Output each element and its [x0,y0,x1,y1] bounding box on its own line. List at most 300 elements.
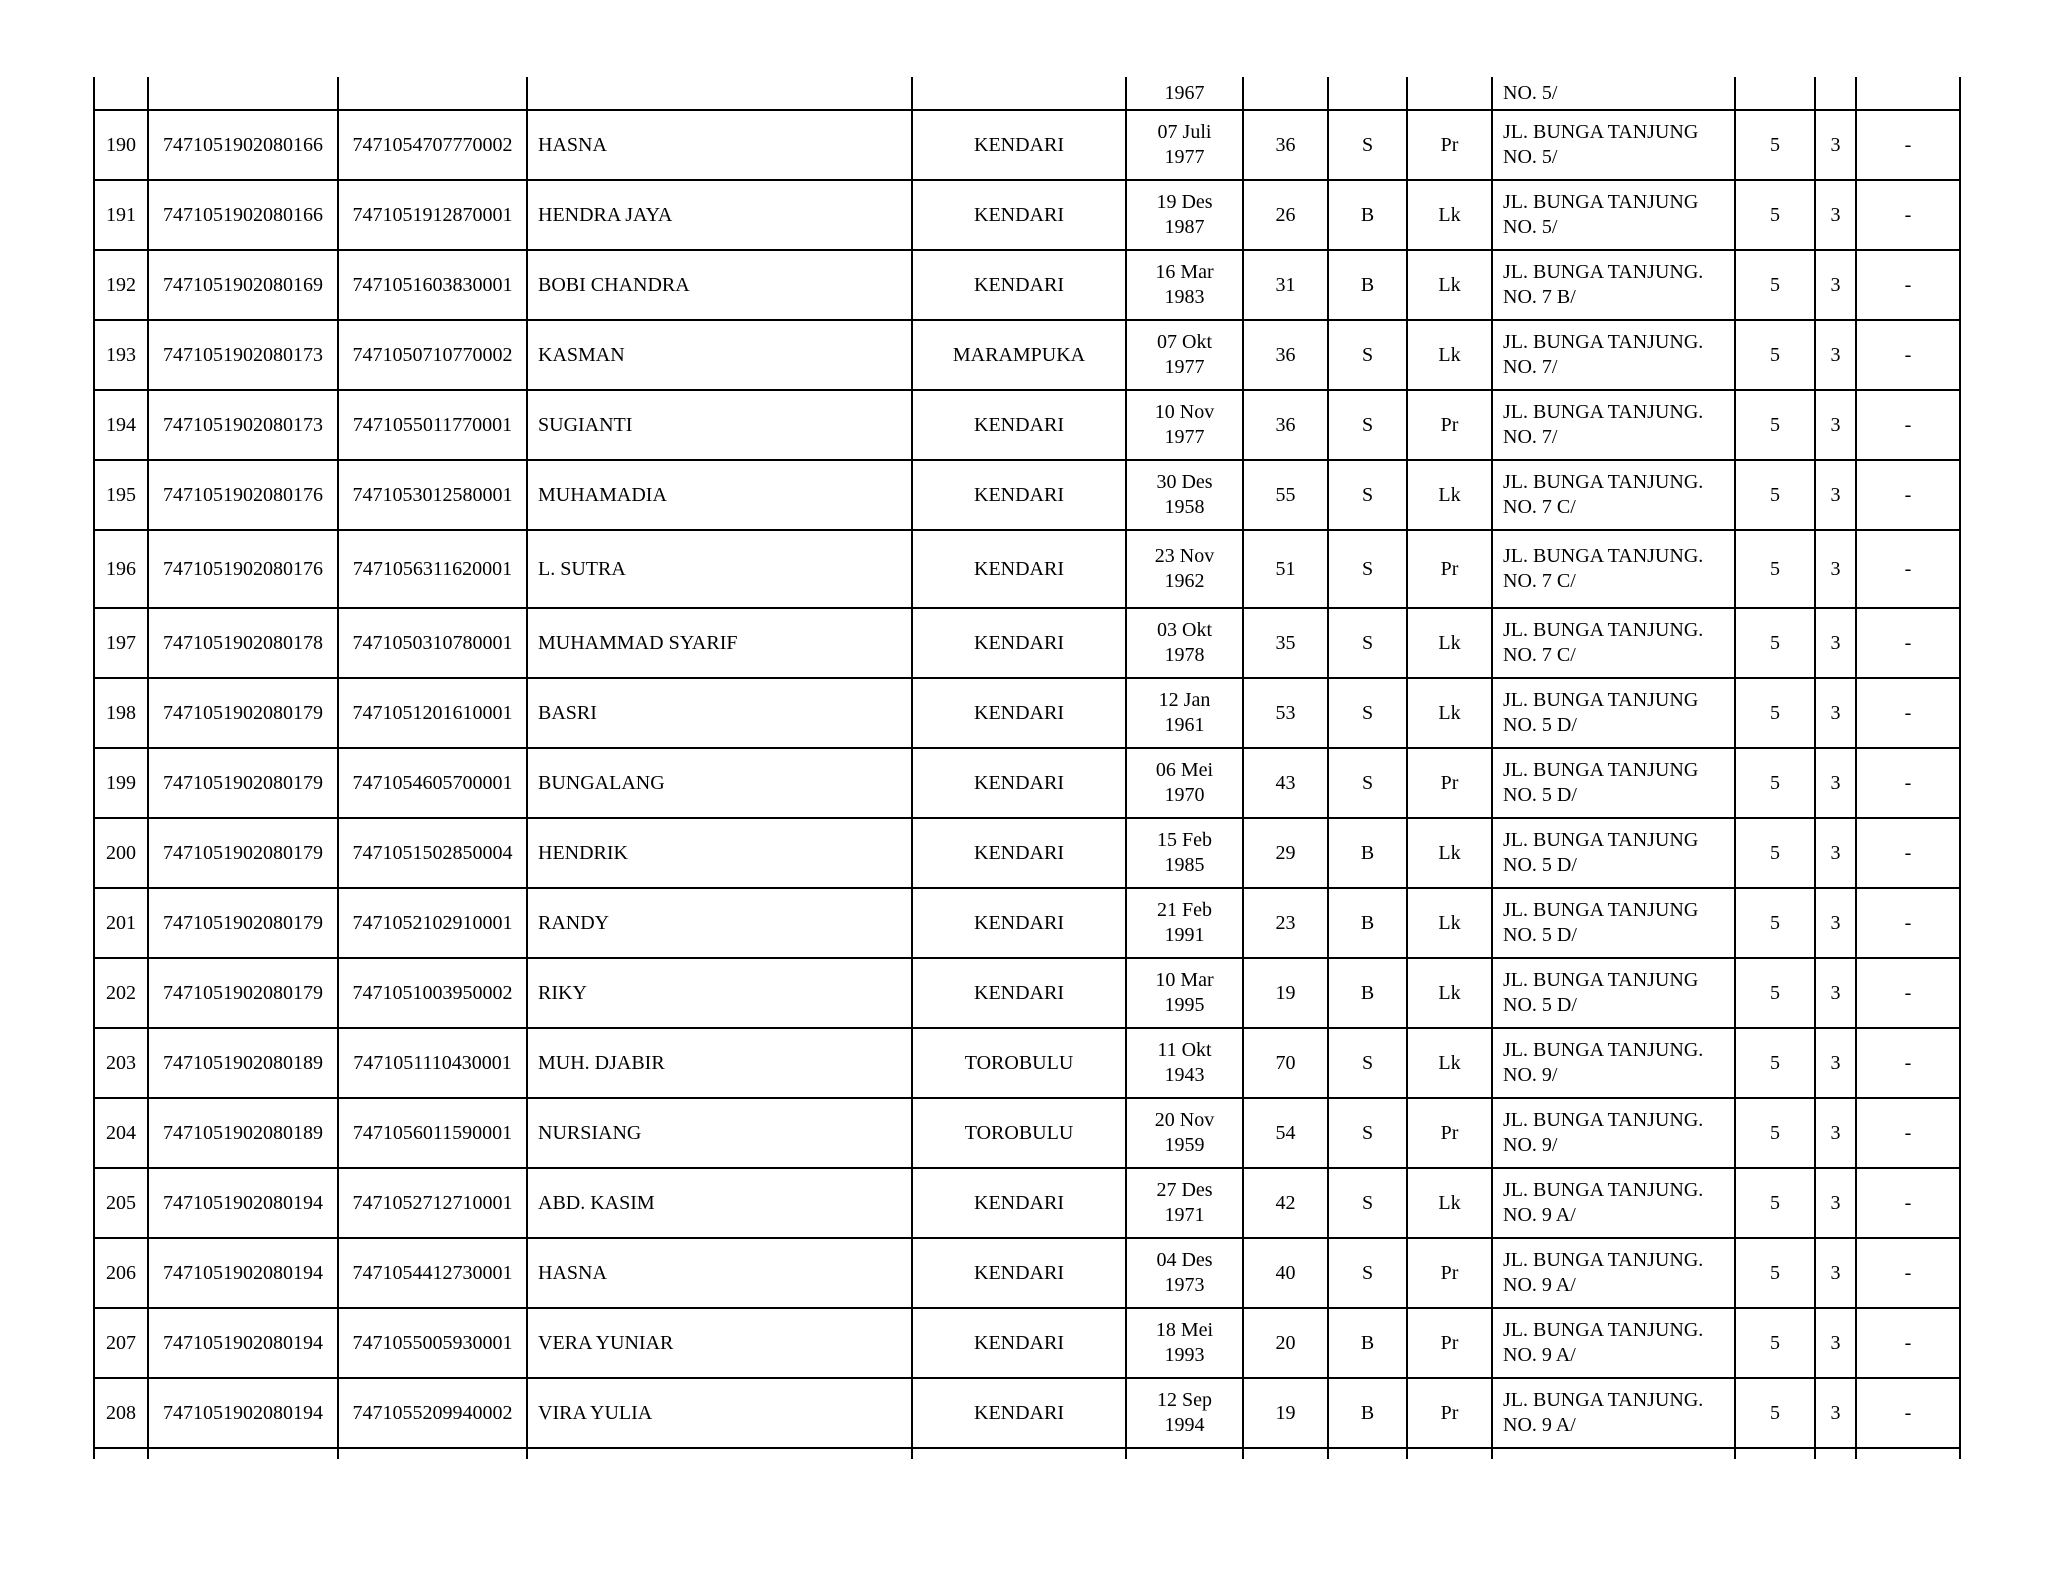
cell-rw: 3 [1815,608,1856,678]
cell-rt: 5 [1735,818,1815,888]
table-row [94,390,1960,460]
cell-nkk: 7471051902080194 [148,1378,338,1448]
cell-tanggal-lahir [1126,530,1243,608]
cell-rw: 3 [1815,1028,1856,1098]
cell-nkk: 7471051902080194 [148,1308,338,1378]
cell-umur [1243,77,1328,110]
address-line-2: NO. 9/ [1503,1134,1558,1156]
cell-tempat-lahir: KENDARI [912,460,1126,530]
cell-keterangan [1856,77,1960,110]
cell-jenis-kelamin: Lk [1407,818,1492,888]
cell-nik: 7471053012580001 [338,460,527,530]
cell-umur: 51 [1243,530,1328,608]
table-row [94,1238,1960,1308]
cell-alamat [1492,818,1735,888]
table-row [94,110,1960,180]
cell-alamat [1492,748,1735,818]
cell-rw: 3 [1815,1308,1856,1378]
cell-status: B [1328,1378,1407,1448]
cell-rt: 5 [1735,1238,1815,1308]
birth-date-year: 1958 [1164,496,1205,518]
address-line-1: JL. BUNGA TANJUNG. [1503,401,1704,423]
cell-nama: HENDRIK [527,818,912,888]
birth-date-day-month: 18 Mei [1155,1319,1214,1341]
cell-nama: NURSIANG [527,1098,912,1168]
cell-alamat [1492,1238,1735,1308]
cell-jenis-kelamin: Pr [1407,530,1492,608]
cell-nkk: 7471051902080179 [148,678,338,748]
cell-umur: 20 [1243,1308,1328,1378]
cell-tanggal-lahir [1126,748,1243,818]
cell-alamat [1492,250,1735,320]
cell-no: 196 [94,530,148,608]
cell-keterangan: - [1856,460,1960,530]
cell-rw: 3 [1815,530,1856,608]
cell-nik: 7471052712710001 [338,1168,527,1238]
cell-no: 207 [94,1308,148,1378]
address-line-2: NO. 7 C/ [1503,644,1576,666]
cell-jenis-kelamin: Pr [1407,1378,1492,1448]
cell-keterangan: - [1856,888,1960,958]
cell-keterangan: - [1856,250,1960,320]
voter-table [93,77,1961,1459]
birth-date-year: 1959 [1164,1134,1205,1156]
birth-date-year: 1977 [1164,426,1205,448]
cell-alamat [1492,390,1735,460]
cell-rt: 5 [1735,958,1815,1028]
cell-nama: HASNA [527,110,912,180]
cell-nik: 7471051603830001 [338,250,527,320]
birth-date-day-month: 30 Des [1156,471,1213,493]
birth-date-year: 1970 [1164,784,1205,806]
cell-tanggal-lahir [1126,1168,1243,1238]
cell-rw: 3 [1815,390,1856,460]
cell-rt: 5 [1735,608,1815,678]
cell-nik: 7471052102910001 [338,888,527,958]
cell-nik: 7471051110430001 [338,1028,527,1098]
cell-umur: 35 [1243,608,1328,678]
cell-nkk: 7471051902080173 [148,320,338,390]
cell-status [1328,77,1407,110]
birth-date-day-month: 10 Mar [1155,969,1214,991]
address-line-2: NO. 5/ [1503,82,1558,104]
cell-umur: 19 [1243,958,1328,1028]
cell-no: 204 [94,1098,148,1168]
cell-tempat-lahir: KENDARI [912,180,1126,250]
cell-status: S [1328,320,1407,390]
table-row [94,1098,1960,1168]
cell-umur: 23 [1243,888,1328,958]
address-line-2: NO. 5 D/ [1503,784,1577,806]
address-line-1: JL. BUNGA TANJUNG [1503,759,1699,781]
birth-date-year: 1995 [1164,994,1205,1016]
cell-nama: BOBI CHANDRA [527,250,912,320]
cell-umur: 29 [1243,818,1328,888]
cell-tanggal-lahir [1126,678,1243,748]
cell-nama: MUHAMADIA [527,460,912,530]
cell-keterangan: - [1856,530,1960,608]
birth-date-year: 1943 [1164,1064,1205,1086]
cell-nkk: 7471051902080194 [148,1238,338,1308]
cell-jenis-kelamin: Pr [1407,390,1492,460]
cell-keterangan: - [1856,608,1960,678]
birth-date-year: 1994 [1164,1414,1205,1436]
cell-rt: 5 [1735,1168,1815,1238]
cell-status: B [1328,818,1407,888]
cell-rt: 5 [1735,748,1815,818]
cell-rw: 3 [1815,1378,1856,1448]
cell-tanggal-lahir [1126,958,1243,1028]
cell-keterangan: - [1856,390,1960,460]
cell-nik: 7471050710770002 [338,320,527,390]
cell-umur: 55 [1243,460,1328,530]
cell-tempat-lahir: KENDARI [912,818,1126,888]
cell-nama [527,77,912,110]
cell-nama: L. SUTRA [527,530,912,608]
address-line-1: JL. BUNGA TANJUNG. [1503,471,1704,493]
birth-date-year: 1977 [1164,146,1205,168]
cell-rt: 5 [1735,460,1815,530]
cell-rt: 5 [1735,1028,1815,1098]
cell-umur: 53 [1243,678,1328,748]
birth-date-year: 1991 [1164,924,1205,946]
cell-keterangan: - [1856,818,1960,888]
cell-rt: 5 [1735,1098,1815,1168]
birth-date-day-month: 04 Des [1156,1249,1213,1271]
cell-no: 194 [94,390,148,460]
address-line-1: JL. BUNGA TANJUNG. [1503,1389,1704,1411]
cell-keterangan: - [1856,1098,1960,1168]
cell-tanggal-lahir [1126,1378,1243,1448]
cell-tempat-lahir: KENDARI [912,110,1126,180]
address-line-1: JL. BUNGA TANJUNG. [1503,545,1704,567]
cell-tanggal-lahir [1126,390,1243,460]
cell-status: B [1328,1308,1407,1378]
cell-jenis-kelamin: Lk [1407,608,1492,678]
cell-rw: 3 [1815,180,1856,250]
cell-tempat-lahir: KENDARI [912,1308,1126,1378]
cell-jenis-kelamin: Lk [1407,678,1492,748]
cell-rw: 3 [1815,748,1856,818]
stub-cell [94,1448,148,1459]
cell-nkk: 7471051902080173 [148,390,338,460]
address-line-2: NO. 5 D/ [1503,854,1577,876]
cell-nik: 7471056311620001 [338,530,527,608]
birth-date-day-month: 12 Sep [1157,1389,1212,1411]
birth-date-day-month: 10 Nov [1154,401,1215,423]
cell-alamat [1492,180,1735,250]
cell-nkk: 7471051902080179 [148,888,338,958]
cell-keterangan: - [1856,678,1960,748]
cell-tanggal-lahir [1126,77,1243,110]
cell-no: 191 [94,180,148,250]
cell-status: B [1328,888,1407,958]
cell-nik: 7471051912870001 [338,180,527,250]
table-row [94,678,1960,748]
cell-alamat [1492,460,1735,530]
cell-nkk: 7471051902080179 [148,748,338,818]
birth-date-day-month: 20 Nov [1154,1109,1215,1131]
stub-cell [1243,1448,1328,1459]
cell-no: 199 [94,748,148,818]
cell-rw: 3 [1815,460,1856,530]
cell-tanggal-lahir [1126,320,1243,390]
address-line-2: NO. 9 A/ [1503,1204,1576,1226]
cell-nik: 7471056011590001 [338,1098,527,1168]
cell-nama: VIRA YULIA [527,1378,912,1448]
table-row [94,1308,1960,1378]
cell-keterangan: - [1856,110,1960,180]
cell-status: S [1328,1238,1407,1308]
cell-keterangan: - [1856,180,1960,250]
cell-keterangan: - [1856,1308,1960,1378]
cell-tempat-lahir: KENDARI [912,390,1126,460]
birth-date-day-month: 27 Des [1156,1179,1213,1201]
cell-no: 206 [94,1238,148,1308]
cell-tanggal-lahir [1126,888,1243,958]
cell-nik: 7471051003950002 [338,958,527,1028]
stub-cell [1735,1448,1815,1459]
address-line-1: JL. BUNGA TANJUNG. [1503,1109,1704,1131]
cell-keterangan: - [1856,1238,1960,1308]
cell-umur: 19 [1243,1378,1328,1448]
birth-date-day-month: 07 Okt [1157,331,1212,353]
cell-no: 197 [94,608,148,678]
cell-rw: 3 [1815,678,1856,748]
cell-tempat-lahir [912,77,1126,110]
cell-jenis-kelamin [1407,77,1492,110]
cell-status: S [1328,748,1407,818]
address-line-2: NO. 9/ [1503,1064,1558,1086]
cell-tempat-lahir: KENDARI [912,1168,1126,1238]
cell-nama: VERA YUNIAR [527,1308,912,1378]
birth-date-day-month: 06 Mei [1155,759,1214,781]
address-line-2: NO. 7 C/ [1503,496,1576,518]
cell-nik: 7471055005930001 [338,1308,527,1378]
table-row [94,180,1960,250]
cell-umur: 36 [1243,320,1328,390]
address-line-1: JL. BUNGA TANJUNG [1503,899,1699,921]
address-line-2: NO. 7 B/ [1503,286,1576,308]
cell-jenis-kelamin: Lk [1407,888,1492,958]
cell-umur: 31 [1243,250,1328,320]
address-line-1: JL. BUNGA TANJUNG. [1503,1039,1704,1061]
cell-rt [1735,77,1815,110]
cell-tanggal-lahir [1126,818,1243,888]
cell-status: S [1328,1028,1407,1098]
cell-alamat [1492,888,1735,958]
table-row [94,1168,1960,1238]
address-line-2: NO. 5/ [1503,216,1558,238]
cell-alamat [1492,958,1735,1028]
cell-alamat [1492,608,1735,678]
birth-date-year: 1993 [1164,1344,1205,1366]
continuation-row [94,77,1960,110]
cell-status: S [1328,1098,1407,1168]
cell-jenis-kelamin: Pr [1407,1238,1492,1308]
cell-alamat [1492,530,1735,608]
table-row [94,818,1960,888]
cell-tanggal-lahir [1126,250,1243,320]
cell-rw: 3 [1815,320,1856,390]
address-line-2: NO. 5/ [1503,146,1558,168]
cell-alamat [1492,1378,1735,1448]
stub-cell [912,1448,1126,1459]
table-row [94,530,1960,608]
cell-alamat [1492,320,1735,390]
cell-alamat [1492,1028,1735,1098]
cell-keterangan: - [1856,1378,1960,1448]
cell-nik [338,77,527,110]
cell-alamat [1492,77,1735,110]
cell-rt: 5 [1735,678,1815,748]
cell-tempat-lahir: KENDARI [912,530,1126,608]
cell-status: S [1328,608,1407,678]
address-line-2: NO. 7/ [1503,426,1558,448]
cell-no: 190 [94,110,148,180]
address-line-2: NO. 9 A/ [1503,1414,1576,1436]
cell-nkk: 7471051902080176 [148,530,338,608]
address-line-1: JL. BUNGA TANJUNG. [1503,1319,1704,1341]
cell-tempat-lahir: KENDARI [912,748,1126,818]
cell-tanggal-lahir [1126,1098,1243,1168]
address-line-1: JL. BUNGA TANJUNG [1503,689,1699,711]
table-row [94,460,1960,530]
cell-tanggal-lahir [1126,460,1243,530]
birth-date-day-month: 03 Okt [1157,619,1212,641]
address-line-2: NO. 7 C/ [1503,570,1576,592]
cell-tempat-lahir: MARAMPUKA [912,320,1126,390]
cell-status: S [1328,110,1407,180]
cell-nik: 7471055011770001 [338,390,527,460]
cell-status: S [1328,1168,1407,1238]
cell-rw: 3 [1815,958,1856,1028]
cell-tempat-lahir: KENDARI [912,1238,1126,1308]
cell-rt: 5 [1735,1378,1815,1448]
cell-tempat-lahir: KENDARI [912,250,1126,320]
cell-rt: 5 [1735,110,1815,180]
cell-nama: BUNGALANG [527,748,912,818]
cell-no: 202 [94,958,148,1028]
cell-nama: KASMAN [527,320,912,390]
cell-umur: 40 [1243,1238,1328,1308]
address-line-1: JL. BUNGA TANJUNG [1503,191,1699,213]
table-row [94,1378,1960,1448]
cell-rw: 3 [1815,818,1856,888]
cell-nama: RIKY [527,958,912,1028]
address-line-1: JL. BUNGA TANJUNG [1503,829,1699,851]
stub-cell [527,1448,912,1459]
cell-tanggal-lahir [1126,110,1243,180]
cell-jenis-kelamin: Lk [1407,180,1492,250]
cell-umur: 54 [1243,1098,1328,1168]
cell-rw: 3 [1815,1098,1856,1168]
birth-date-day-month: 07 Juli [1157,121,1212,143]
address-line-2: NO. 9 A/ [1503,1344,1576,1366]
address-line-2: NO. 9 A/ [1503,1274,1576,1296]
voter-list-page [93,77,1961,1459]
address-line-2: NO. 7/ [1503,356,1558,378]
cell-nik: 7471054707770002 [338,110,527,180]
address-line-2: NO. 5 D/ [1503,924,1577,946]
cell-umur: 36 [1243,110,1328,180]
table-row [94,888,1960,958]
birth-date-day-month: 16 Mar [1155,261,1214,283]
cell-jenis-kelamin: Pr [1407,748,1492,818]
cell-rw: 3 [1815,1238,1856,1308]
cell-nkk: 7471051902080178 [148,608,338,678]
cell-jenis-kelamin: Pr [1407,110,1492,180]
table-row [94,320,1960,390]
cell-status: S [1328,390,1407,460]
cell-nama: MUHAMMAD SYARIF [527,608,912,678]
table-body [94,77,1960,1459]
cell-no: 195 [94,460,148,530]
cell-nkk: 7471051902080169 [148,250,338,320]
stub-cell [1856,1448,1960,1459]
address-line-2: NO. 5 D/ [1503,714,1577,736]
birth-date-year: 1987 [1164,216,1205,238]
cell-nama: ABD. KASIM [527,1168,912,1238]
cell-rw: 3 [1815,888,1856,958]
cell-rw: 3 [1815,1168,1856,1238]
cell-keterangan: - [1856,1028,1960,1098]
cell-nama: BASRI [527,678,912,748]
cell-keterangan: - [1856,958,1960,1028]
stub-cell [1492,1448,1735,1459]
cell-jenis-kelamin: Lk [1407,250,1492,320]
cell-tanggal-lahir [1126,1238,1243,1308]
cell-alamat [1492,1308,1735,1378]
cell-rt: 5 [1735,390,1815,460]
cell-nama: MUH. DJABIR [527,1028,912,1098]
birth-date-day-month: 11 Okt [1157,1039,1212,1061]
cell-nik: 7471054412730001 [338,1238,527,1308]
cell-tanggal-lahir [1126,1308,1243,1378]
birth-date-day-month: 12 Jan [1158,689,1211,711]
address-line-1: JL. BUNGA TANJUNG. [1503,619,1704,641]
birth-date-day-month: 23 Nov [1154,545,1215,567]
stub-cell [1815,1448,1856,1459]
cell-keterangan: - [1856,320,1960,390]
cell-nkk: 7471051902080194 [148,1168,338,1238]
table-row [94,748,1960,818]
cell-no: 193 [94,320,148,390]
birth-date-day-month: 21 Feb [1157,899,1212,921]
cell-status: B [1328,958,1407,1028]
birth-date-day-month: 15 Feb [1157,829,1212,851]
cell-nkk: 7471051902080189 [148,1098,338,1168]
cell-nama: HENDRA JAYA [527,180,912,250]
cell-rw: 3 [1815,110,1856,180]
cell-rt: 5 [1735,530,1815,608]
address-line-1: JL. BUNGA TANJUNG. [1503,1249,1704,1271]
stub-cell [148,1448,338,1459]
birth-date-year: 1967 [1164,82,1205,104]
cell-status: S [1328,460,1407,530]
cell-nkk: 7471051902080189 [148,1028,338,1098]
cell-status: B [1328,250,1407,320]
cell-jenis-kelamin: Lk [1407,320,1492,390]
birth-date-year: 1985 [1164,854,1205,876]
birth-date-year: 1977 [1164,356,1205,378]
cell-rt: 5 [1735,1308,1815,1378]
cell-tanggal-lahir [1126,1028,1243,1098]
cell-nik: 7471054605700001 [338,748,527,818]
cell-rt: 5 [1735,888,1815,958]
cell-tempat-lahir: KENDARI [912,678,1126,748]
cell-no: 205 [94,1168,148,1238]
